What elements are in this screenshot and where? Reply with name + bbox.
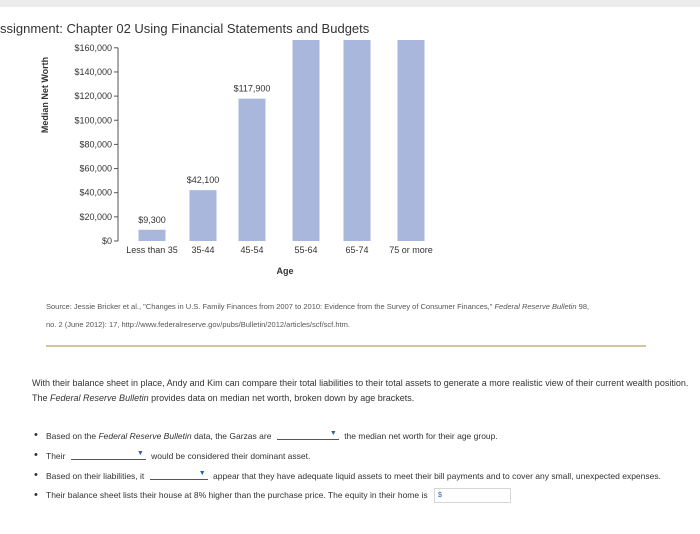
chevron-down-icon: ▼ bbox=[329, 430, 337, 437]
y-tick-label: $120,000 bbox=[74, 91, 112, 102]
q3-after: appear that they have adequate liquid assets to meet their bill payments and to cover any small, unexpected expenses. bbox=[213, 471, 661, 481]
chevron-down-icon: ▼ bbox=[136, 450, 144, 457]
question-list bbox=[32, 428, 692, 507]
y-tick-label: $60,000 bbox=[79, 163, 112, 174]
q1-after: the median net worth for their age group. bbox=[344, 431, 498, 441]
question-4 bbox=[32, 488, 692, 503]
y-tick-label: $140,000 bbox=[74, 66, 112, 77]
data-label: $42,100 bbox=[186, 175, 220, 186]
intro-text2: provides data on median net worth, broken down by age brackets. bbox=[151, 393, 415, 403]
x-tick-label: Less than 35 bbox=[126, 245, 178, 255]
bar bbox=[398, 40, 425, 241]
x-axis-title: Age bbox=[276, 266, 294, 276]
data-label: $117,900 bbox=[233, 83, 271, 94]
bar bbox=[139, 230, 166, 241]
source-line2: no. 2 (June 2012): 17, http://www.federalreserve.gov/pubs/Bulletin/2012/articles/scf/scf.htm. bbox=[46, 320, 350, 329]
currency-prefix: $ bbox=[438, 492, 442, 500]
intro-text1: With their balance sheet in place, Andy and Kim can compare their total liabilities to their total assets to generate a more realistic view of their current wealth position. The bbox=[32, 378, 689, 403]
q3-before: Based on their liabilities, it bbox=[46, 471, 145, 481]
y-tick-label: $100,000 bbox=[74, 115, 112, 126]
y-tick-label: $80,000 bbox=[79, 139, 112, 150]
question-2 bbox=[32, 448, 692, 464]
x-tick-label: 55-64 bbox=[294, 245, 318, 255]
top-strip bbox=[0, 0, 700, 7]
intro-paragraph bbox=[32, 376, 696, 406]
q4-before: Their balance sheet lists their house at 8% higher than the purchase price. The equity in their home is bbox=[46, 490, 428, 500]
x-tick-label: 65-74 bbox=[345, 245, 369, 255]
question-3 bbox=[32, 468, 692, 484]
source-journal: Federal Reserve Bulletin bbox=[494, 302, 577, 311]
data-label: $9,300 bbox=[138, 214, 166, 225]
y-tick-label: $160,000 bbox=[74, 42, 112, 53]
chevron-down-icon: ▼ bbox=[198, 470, 206, 477]
source-citation bbox=[46, 298, 686, 334]
question-1 bbox=[32, 428, 692, 444]
q3-dropdown[interactable] bbox=[150, 468, 208, 480]
net-worth-chart bbox=[0, 40, 700, 290]
q1-middle: data, the Garzas are bbox=[193, 431, 272, 441]
x-tick-label: 45-54 bbox=[240, 245, 264, 255]
q1-dropdown[interactable] bbox=[277, 428, 339, 440]
page-title: ssignment: Chapter 02 Using Financial Statements and Budgets bbox=[0, 21, 370, 36]
y-axis-title: Median Net Worth bbox=[40, 56, 50, 134]
bar bbox=[293, 40, 320, 241]
intro-journal: Federal Reserve Bulletin bbox=[50, 393, 149, 403]
bar bbox=[344, 40, 371, 241]
source-issue: 98, bbox=[578, 302, 590, 311]
y-tick-label: $20,000 bbox=[79, 211, 112, 222]
y-tick-label: $0 bbox=[101, 236, 112, 246]
x-tick-label: 75 or more bbox=[389, 245, 433, 255]
source-prefix: Source: Jessie Bricker et al., "Changes in U.S. Family Finances from 2007 to 2010: Evidence from the Survey of Consumer Finances," bbox=[46, 302, 493, 311]
q2-before: Their bbox=[46, 451, 66, 461]
q2-after: would be considered their dominant asset. bbox=[151, 451, 311, 461]
y-tick-label: $40,000 bbox=[79, 187, 112, 198]
x-tick-label: 35-44 bbox=[191, 245, 215, 255]
q1-before: Based on the bbox=[46, 431, 97, 441]
q1-journal: Federal Reserve Bulletin bbox=[98, 431, 192, 441]
section-divider bbox=[46, 345, 646, 347]
bar bbox=[190, 190, 217, 241]
home-equity-input[interactable] bbox=[434, 488, 511, 503]
q2-dropdown[interactable] bbox=[71, 448, 146, 460]
bar bbox=[239, 99, 266, 241]
